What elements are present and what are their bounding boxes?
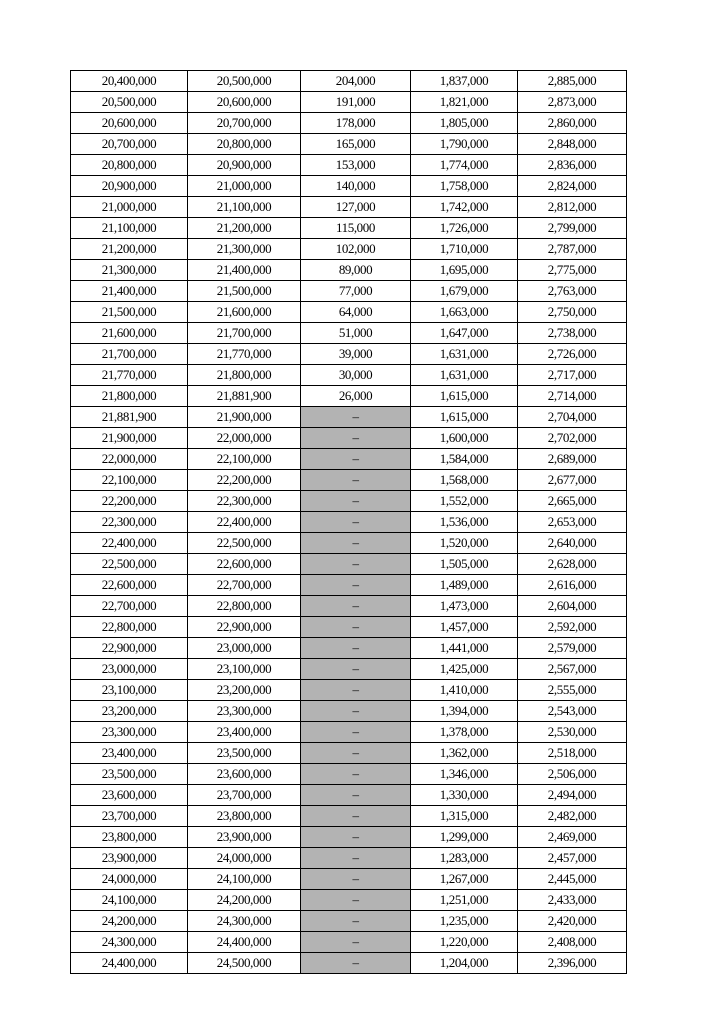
table-row bbox=[71, 806, 627, 827]
table-cell-col1: 21,700,000 bbox=[71, 344, 188, 365]
table-cell-col4: 1,473,000 bbox=[411, 596, 518, 617]
table-cell-col4: 1,315,000 bbox=[411, 806, 518, 827]
table-cell-col3: 51,000 bbox=[301, 323, 411, 344]
table-cell-col4: 1,204,000 bbox=[411, 953, 518, 974]
table-cell-col4: 1,505,000 bbox=[411, 554, 518, 575]
table-cell-col3: 127,000 bbox=[301, 197, 411, 218]
table-cell-col2: 24,400,000 bbox=[188, 932, 301, 953]
table-cell-col4: 1,615,000 bbox=[411, 386, 518, 407]
table-cell-col2: 23,900,000 bbox=[188, 827, 301, 848]
table-cell-col3: – bbox=[301, 953, 411, 974]
table-cell-col5: 2,689,000 bbox=[518, 449, 627, 470]
table-row bbox=[71, 575, 627, 596]
table-cell-col5: 2,420,000 bbox=[518, 911, 627, 932]
table-cell-col4: 1,425,000 bbox=[411, 659, 518, 680]
table-cell-col3: 115,000 bbox=[301, 218, 411, 239]
table-cell-col4: 1,726,000 bbox=[411, 218, 518, 239]
table-cell-col2: 21,300,000 bbox=[188, 239, 301, 260]
table-cell-col2: 23,200,000 bbox=[188, 680, 301, 701]
table-cell-col4: 1,330,000 bbox=[411, 785, 518, 806]
table-cell-col5: 2,408,000 bbox=[518, 932, 627, 953]
table-cell-col2: 20,900,000 bbox=[188, 155, 301, 176]
table-cell-col4: 1,742,000 bbox=[411, 197, 518, 218]
table-row bbox=[71, 218, 627, 239]
table-cell-col5: 2,824,000 bbox=[518, 176, 627, 197]
table-cell-col3: 153,000 bbox=[301, 155, 411, 176]
table-row bbox=[71, 365, 627, 386]
table-cell-col1: 21,600,000 bbox=[71, 323, 188, 344]
table-cell-col2: 24,000,000 bbox=[188, 848, 301, 869]
table-cell-col5: 2,702,000 bbox=[518, 428, 627, 449]
table-cell-col3: 30,000 bbox=[301, 365, 411, 386]
table-cell-col5: 2,738,000 bbox=[518, 323, 627, 344]
table-cell-col3: 178,000 bbox=[301, 113, 411, 134]
table-row bbox=[71, 701, 627, 722]
table-cell-col1: 22,800,000 bbox=[71, 617, 188, 638]
table-row bbox=[71, 281, 627, 302]
table-row bbox=[71, 491, 627, 512]
table-row bbox=[71, 155, 627, 176]
table-cell-col3: – bbox=[301, 764, 411, 785]
table-cell-col3: 89,000 bbox=[301, 260, 411, 281]
table-cell-col2: 22,500,000 bbox=[188, 533, 301, 554]
table-row bbox=[71, 764, 627, 785]
table-cell-col4: 1,410,000 bbox=[411, 680, 518, 701]
table-cell-col1: 21,100,000 bbox=[71, 218, 188, 239]
table-cell-col1: 24,300,000 bbox=[71, 932, 188, 953]
table-cell-col4: 1,267,000 bbox=[411, 869, 518, 890]
table-cell-col4: 1,489,000 bbox=[411, 575, 518, 596]
table-cell-col4: 1,805,000 bbox=[411, 113, 518, 134]
table-cell-col5: 2,445,000 bbox=[518, 869, 627, 890]
table-row bbox=[71, 260, 627, 281]
table-cell-col2: 21,900,000 bbox=[188, 407, 301, 428]
table-cell-col5: 2,433,000 bbox=[518, 890, 627, 911]
table-cell-col2: 23,000,000 bbox=[188, 638, 301, 659]
table-cell-col3: – bbox=[301, 554, 411, 575]
table-cell-col5: 2,482,000 bbox=[518, 806, 627, 827]
table-cell-col1: 23,200,000 bbox=[71, 701, 188, 722]
table-cell-col2: 20,600,000 bbox=[188, 92, 301, 113]
table-cell-col5: 2,494,000 bbox=[518, 785, 627, 806]
table-row bbox=[71, 848, 627, 869]
table-cell-col2: 21,000,000 bbox=[188, 176, 301, 197]
table-cell-col5: 2,873,000 bbox=[518, 92, 627, 113]
table-cell-col2: 22,300,000 bbox=[188, 491, 301, 512]
table-cell-col1: 21,500,000 bbox=[71, 302, 188, 323]
table-cell-col4: 1,631,000 bbox=[411, 344, 518, 365]
table-cell-col5: 2,717,000 bbox=[518, 365, 627, 386]
table-cell-col2: 22,000,000 bbox=[188, 428, 301, 449]
table-row bbox=[71, 680, 627, 701]
table-cell-col1: 21,900,000 bbox=[71, 428, 188, 449]
table-cell-col4: 1,568,000 bbox=[411, 470, 518, 491]
table-row bbox=[71, 197, 627, 218]
table-cell-col3: 39,000 bbox=[301, 344, 411, 365]
table-cell-col3: 204,000 bbox=[301, 71, 411, 92]
table-cell-col3: 140,000 bbox=[301, 176, 411, 197]
table-cell-col2: 22,100,000 bbox=[188, 449, 301, 470]
table-cell-col2: 23,500,000 bbox=[188, 743, 301, 764]
table-cell-col3: – bbox=[301, 701, 411, 722]
table-cell-col4: 1,378,000 bbox=[411, 722, 518, 743]
table-row bbox=[71, 638, 627, 659]
table-row bbox=[71, 449, 627, 470]
table-row bbox=[71, 869, 627, 890]
table-cell-col3: – bbox=[301, 659, 411, 680]
table-row bbox=[71, 344, 627, 365]
table-cell-col2: 23,100,000 bbox=[188, 659, 301, 680]
table-cell-col2: 21,100,000 bbox=[188, 197, 301, 218]
table-cell-col1: 22,500,000 bbox=[71, 554, 188, 575]
table-row bbox=[71, 176, 627, 197]
table-cell-col1: 21,000,000 bbox=[71, 197, 188, 218]
table-cell-col4: 1,821,000 bbox=[411, 92, 518, 113]
table-cell-col4: 1,235,000 bbox=[411, 911, 518, 932]
table-cell-col5: 2,628,000 bbox=[518, 554, 627, 575]
table-cell-col3: – bbox=[301, 512, 411, 533]
table-cell-col5: 2,592,000 bbox=[518, 617, 627, 638]
table-cell-col5: 2,836,000 bbox=[518, 155, 627, 176]
table-cell-col4: 1,299,000 bbox=[411, 827, 518, 848]
table-cell-col5: 2,616,000 bbox=[518, 575, 627, 596]
table-cell-col4: 1,758,000 bbox=[411, 176, 518, 197]
table-row bbox=[71, 827, 627, 848]
table-cell-col5: 2,665,000 bbox=[518, 491, 627, 512]
table-cell-col5: 2,763,000 bbox=[518, 281, 627, 302]
table-row bbox=[71, 113, 627, 134]
table-row bbox=[71, 386, 627, 407]
table-cell-col2: 23,600,000 bbox=[188, 764, 301, 785]
table-cell-col1: 22,000,000 bbox=[71, 449, 188, 470]
table-cell-col5: 2,653,000 bbox=[518, 512, 627, 533]
table-cell-col2: 21,400,000 bbox=[188, 260, 301, 281]
table-row bbox=[71, 953, 627, 974]
table-cell-col3: – bbox=[301, 407, 411, 428]
table-cell-col1: 22,100,000 bbox=[71, 470, 188, 491]
table-row bbox=[71, 428, 627, 449]
table-cell-col4: 1,346,000 bbox=[411, 764, 518, 785]
table-row bbox=[71, 722, 627, 743]
table-cell-col1: 22,200,000 bbox=[71, 491, 188, 512]
table-cell-col5: 2,604,000 bbox=[518, 596, 627, 617]
table-cell-col5: 2,579,000 bbox=[518, 638, 627, 659]
table-cell-col3: 77,000 bbox=[301, 281, 411, 302]
table-row bbox=[71, 323, 627, 344]
table-cell-col4: 1,631,000 bbox=[411, 365, 518, 386]
table-cell-col3: 102,000 bbox=[301, 239, 411, 260]
table-cell-col1: 23,700,000 bbox=[71, 806, 188, 827]
table-cell-col1: 20,900,000 bbox=[71, 176, 188, 197]
table-row bbox=[71, 512, 627, 533]
table-row bbox=[71, 932, 627, 953]
table-cell-col4: 1,552,000 bbox=[411, 491, 518, 512]
table-cell-col1: 20,600,000 bbox=[71, 113, 188, 134]
table-cell-col1: 21,881,900 bbox=[71, 407, 188, 428]
table-row bbox=[71, 92, 627, 113]
table-row bbox=[71, 239, 627, 260]
table-cell-col2: 23,800,000 bbox=[188, 806, 301, 827]
table-cell-col5: 2,567,000 bbox=[518, 659, 627, 680]
table-cell-col2: 21,500,000 bbox=[188, 281, 301, 302]
table-cell-col3: – bbox=[301, 932, 411, 953]
table-cell-col5: 2,704,000 bbox=[518, 407, 627, 428]
table-cell-col5: 2,543,000 bbox=[518, 701, 627, 722]
table-cell-col2: 22,200,000 bbox=[188, 470, 301, 491]
table-cell-col4: 1,457,000 bbox=[411, 617, 518, 638]
table-cell-col3: 191,000 bbox=[301, 92, 411, 113]
table-cell-col3: – bbox=[301, 596, 411, 617]
table-cell-col3: – bbox=[301, 785, 411, 806]
table-cell-col3: – bbox=[301, 428, 411, 449]
table-cell-col3: – bbox=[301, 743, 411, 764]
table-row bbox=[71, 533, 627, 554]
table-cell-col5: 2,555,000 bbox=[518, 680, 627, 701]
table-cell-col3: – bbox=[301, 848, 411, 869]
table-cell-col3: 26,000 bbox=[301, 386, 411, 407]
table-cell-col1: 21,300,000 bbox=[71, 260, 188, 281]
table-cell-col2: 23,700,000 bbox=[188, 785, 301, 806]
table-cell-col5: 2,469,000 bbox=[518, 827, 627, 848]
table-cell-col1: 22,300,000 bbox=[71, 512, 188, 533]
table-cell-col5: 2,885,000 bbox=[518, 71, 627, 92]
table-cell-col4: 1,647,000 bbox=[411, 323, 518, 344]
table-body bbox=[71, 71, 627, 974]
table-cell-col3: – bbox=[301, 680, 411, 701]
table-cell-col3: – bbox=[301, 491, 411, 512]
table-row bbox=[71, 911, 627, 932]
table-cell-col2: 22,800,000 bbox=[188, 596, 301, 617]
table-cell-col2: 24,200,000 bbox=[188, 890, 301, 911]
table-cell-col2: 22,700,000 bbox=[188, 575, 301, 596]
table-cell-col5: 2,640,000 bbox=[518, 533, 627, 554]
table-cell-col1: 22,600,000 bbox=[71, 575, 188, 596]
table-row bbox=[71, 890, 627, 911]
table-cell-col2: 21,200,000 bbox=[188, 218, 301, 239]
table-cell-col2: 24,500,000 bbox=[188, 953, 301, 974]
table-cell-col3: – bbox=[301, 890, 411, 911]
table-cell-col3: – bbox=[301, 911, 411, 932]
table-cell-col1: 21,200,000 bbox=[71, 239, 188, 260]
table-cell-col2: 23,400,000 bbox=[188, 722, 301, 743]
table-cell-col1: 22,400,000 bbox=[71, 533, 188, 554]
table-cell-col2: 24,100,000 bbox=[188, 869, 301, 890]
table-cell-col1: 21,770,000 bbox=[71, 365, 188, 386]
table-cell-col5: 2,787,000 bbox=[518, 239, 627, 260]
table-cell-col4: 1,441,000 bbox=[411, 638, 518, 659]
table-cell-col3: – bbox=[301, 449, 411, 470]
table-cell-col1: 23,400,000 bbox=[71, 743, 188, 764]
table-cell-col2: 22,600,000 bbox=[188, 554, 301, 575]
table-cell-col1: 24,100,000 bbox=[71, 890, 188, 911]
table-cell-col3: – bbox=[301, 470, 411, 491]
table-cell-col3: – bbox=[301, 827, 411, 848]
table-cell-col5: 2,799,000 bbox=[518, 218, 627, 239]
table-row bbox=[71, 785, 627, 806]
table-cell-col5: 2,457,000 bbox=[518, 848, 627, 869]
table-cell-col1: 20,500,000 bbox=[71, 92, 188, 113]
table-cell-col2: 21,800,000 bbox=[188, 365, 301, 386]
table-cell-col1: 20,700,000 bbox=[71, 134, 188, 155]
table-cell-col2: 23,300,000 bbox=[188, 701, 301, 722]
table-cell-col3: – bbox=[301, 617, 411, 638]
table-cell-col4: 1,790,000 bbox=[411, 134, 518, 155]
table-cell-col4: 1,584,000 bbox=[411, 449, 518, 470]
table-cell-col1: 21,800,000 bbox=[71, 386, 188, 407]
table-cell-col4: 1,394,000 bbox=[411, 701, 518, 722]
table-cell-col5: 2,506,000 bbox=[518, 764, 627, 785]
table-cell-col5: 2,860,000 bbox=[518, 113, 627, 134]
table-cell-col2: 21,770,000 bbox=[188, 344, 301, 365]
table-cell-col4: 1,220,000 bbox=[411, 932, 518, 953]
table-cell-col4: 1,837,000 bbox=[411, 71, 518, 92]
table-cell-col1: 22,900,000 bbox=[71, 638, 188, 659]
table-cell-col5: 2,677,000 bbox=[518, 470, 627, 491]
table-cell-col3: – bbox=[301, 533, 411, 554]
table-cell-col1: 23,300,000 bbox=[71, 722, 188, 743]
table-cell-col1: 22,700,000 bbox=[71, 596, 188, 617]
table-cell-col5: 2,775,000 bbox=[518, 260, 627, 281]
table-cell-col1: 21,400,000 bbox=[71, 281, 188, 302]
table-cell-col1: 24,000,000 bbox=[71, 869, 188, 890]
table-cell-col1: 20,800,000 bbox=[71, 155, 188, 176]
table-cell-col4: 1,710,000 bbox=[411, 239, 518, 260]
table-cell-col3: – bbox=[301, 722, 411, 743]
table-cell-col4: 1,251,000 bbox=[411, 890, 518, 911]
table-cell-col4: 1,362,000 bbox=[411, 743, 518, 764]
table-row bbox=[71, 596, 627, 617]
table-row bbox=[71, 134, 627, 155]
table-cell-col5: 2,848,000 bbox=[518, 134, 627, 155]
table-cell-col1: 23,000,000 bbox=[71, 659, 188, 680]
table-cell-col3: 64,000 bbox=[301, 302, 411, 323]
table-cell-col1: 23,500,000 bbox=[71, 764, 188, 785]
table-cell-col5: 2,750,000 bbox=[518, 302, 627, 323]
table-cell-col3: – bbox=[301, 806, 411, 827]
table-cell-col1: 20,400,000 bbox=[71, 71, 188, 92]
table-cell-col5: 2,726,000 bbox=[518, 344, 627, 365]
table-cell-col4: 1,520,000 bbox=[411, 533, 518, 554]
table-cell-col2: 22,900,000 bbox=[188, 617, 301, 638]
table-cell-col2: 21,700,000 bbox=[188, 323, 301, 344]
table-cell-col2: 21,881,900 bbox=[188, 386, 301, 407]
table-row bbox=[71, 743, 627, 764]
table-cell-col2: 20,700,000 bbox=[188, 113, 301, 134]
table-cell-col4: 1,536,000 bbox=[411, 512, 518, 533]
table-cell-col1: 24,400,000 bbox=[71, 953, 188, 974]
table-cell-col1: 23,900,000 bbox=[71, 848, 188, 869]
table-cell-col4: 1,774,000 bbox=[411, 155, 518, 176]
table-cell-col4: 1,615,000 bbox=[411, 407, 518, 428]
table-cell-col1: 23,100,000 bbox=[71, 680, 188, 701]
table-cell-col1: 24,200,000 bbox=[71, 911, 188, 932]
table-cell-col3: – bbox=[301, 575, 411, 596]
table-cell-col1: 23,600,000 bbox=[71, 785, 188, 806]
table-row bbox=[71, 71, 627, 92]
table-cell-col5: 2,714,000 bbox=[518, 386, 627, 407]
table-cell-col4: 1,283,000 bbox=[411, 848, 518, 869]
table-row bbox=[71, 554, 627, 575]
table-row bbox=[71, 407, 627, 428]
table-cell-col5: 2,396,000 bbox=[518, 953, 627, 974]
table-cell-col2: 21,600,000 bbox=[188, 302, 301, 323]
table-cell-col2: 22,400,000 bbox=[188, 512, 301, 533]
table-cell-col3: 165,000 bbox=[301, 134, 411, 155]
table-cell-col5: 2,812,000 bbox=[518, 197, 627, 218]
table-cell-col4: 1,695,000 bbox=[411, 260, 518, 281]
table-cell-col2: 20,500,000 bbox=[188, 71, 301, 92]
table-row bbox=[71, 659, 627, 680]
table-row bbox=[71, 617, 627, 638]
table-cell-col3: – bbox=[301, 638, 411, 659]
table-cell-col4: 1,663,000 bbox=[411, 302, 518, 323]
table-row bbox=[71, 470, 627, 491]
table-cell-col5: 2,518,000 bbox=[518, 743, 627, 764]
table-cell-col3: – bbox=[301, 869, 411, 890]
data-table bbox=[70, 70, 627, 974]
table-cell-col1: 23,800,000 bbox=[71, 827, 188, 848]
table-cell-col5: 2,530,000 bbox=[518, 722, 627, 743]
table-cell-col2: 20,800,000 bbox=[188, 134, 301, 155]
table-cell-col4: 1,679,000 bbox=[411, 281, 518, 302]
table-row bbox=[71, 302, 627, 323]
table-cell-col4: 1,600,000 bbox=[411, 428, 518, 449]
table-cell-col2: 24,300,000 bbox=[188, 911, 301, 932]
